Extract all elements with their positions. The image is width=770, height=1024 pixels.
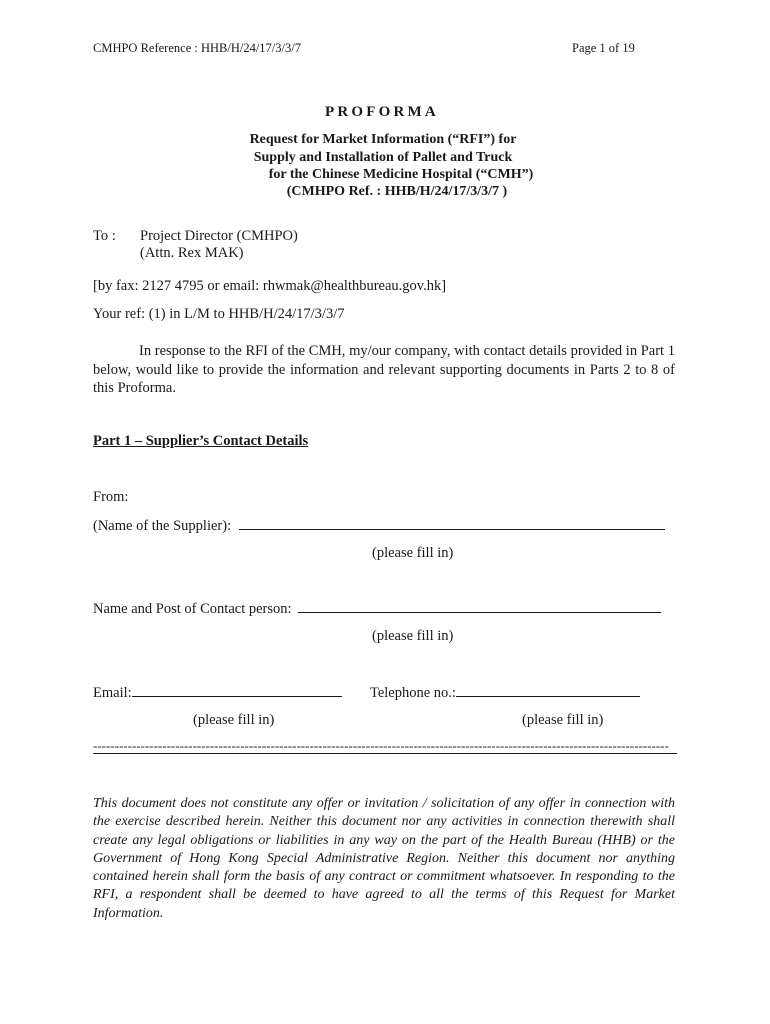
page-number: Page 1 of 19: [572, 41, 635, 55]
intro-paragraph: In response to the RFI of the CMH, my/our company, with contact details provided in Part 1 below, would like to provide the information and relevant supporting documents in Parts 2 to 8 of this Proforma.: [93, 343, 675, 396]
title-line-4: (CMHPO Ref. : HHB/H/24/17/3/3/7 ): [286, 184, 508, 199]
title-line-1: Request for Market Information (“RFI”) for: [249, 132, 517, 147]
proforma-title: PROFORMA: [325, 104, 439, 120]
contact-person-row: [93, 600, 661, 618]
telephone-fill-hint: (please fill in): [522, 712, 604, 728]
part1-heading: Part 1 – Supplier’s Contact Details: [93, 433, 309, 449]
email-row: [93, 684, 342, 702]
document-reference: CMHPO Reference : HHB/H/24/17/3/3/7: [93, 41, 301, 55]
addressee-name: Project Director (CMHPO): [140, 228, 298, 244]
telephone-label: Telephone no.:: [370, 685, 456, 701]
telephone-row: [370, 684, 640, 702]
contact-person-label: Name and Post of Contact person:: [93, 601, 292, 617]
supplier-name-row: [93, 517, 665, 535]
supplier-name-field[interactable]: [239, 517, 665, 530]
from-label: From:: [93, 489, 129, 505]
contact-fill-hint: (please fill in): [372, 628, 454, 644]
email-label: Email:: [93, 685, 132, 701]
dashed-separator: -------------------------------------------------------------------------------------------------------------------------------------: [93, 738, 669, 753]
your-ref-line: Your ref: (1) in L/M to HHB/H/24/17/3/3/7: [93, 306, 345, 322]
telephone-field[interactable]: [456, 684, 640, 697]
addressee-attn: (Attn. Rex MAK): [140, 245, 244, 261]
title-line-3: for the Chinese Medicine Hospital (“CMH”): [268, 167, 534, 182]
contact-person-field[interactable]: [298, 600, 661, 613]
supplier-name-label: (Name of the Supplier):: [93, 518, 232, 534]
title-line-2: Supply and Installation of Pallet and Truck: [253, 150, 513, 165]
separator-rule: [93, 753, 677, 754]
to-label: To :: [93, 228, 116, 244]
supplier-fill-hint: (please fill in): [372, 545, 454, 561]
fax-email-line: [by fax: 2127 4795 or email: rhwmak@healthbureau.gov.hk]: [93, 278, 447, 294]
email-fill-hint: (please fill in): [193, 712, 275, 728]
disclaimer-paragraph: This document does not constitute any offer or invitation / solicitation of any offer in connection with the exercise described herein. Neither this document nor any activities in connection therewith shall create any legal obligations or liabilities in any way on the part of the Health Bureau (HHB) or the Government of Hong Kong Special Administrative Region. Neither this document nor anything contained herein shall form the basis of any contract or commitment whatsoever. In responding to the RFI, a respondent shall be deemed to have agreed to all the terms of this Request for Market Information.: [93, 796, 675, 921]
email-field[interactable]: [132, 684, 342, 697]
